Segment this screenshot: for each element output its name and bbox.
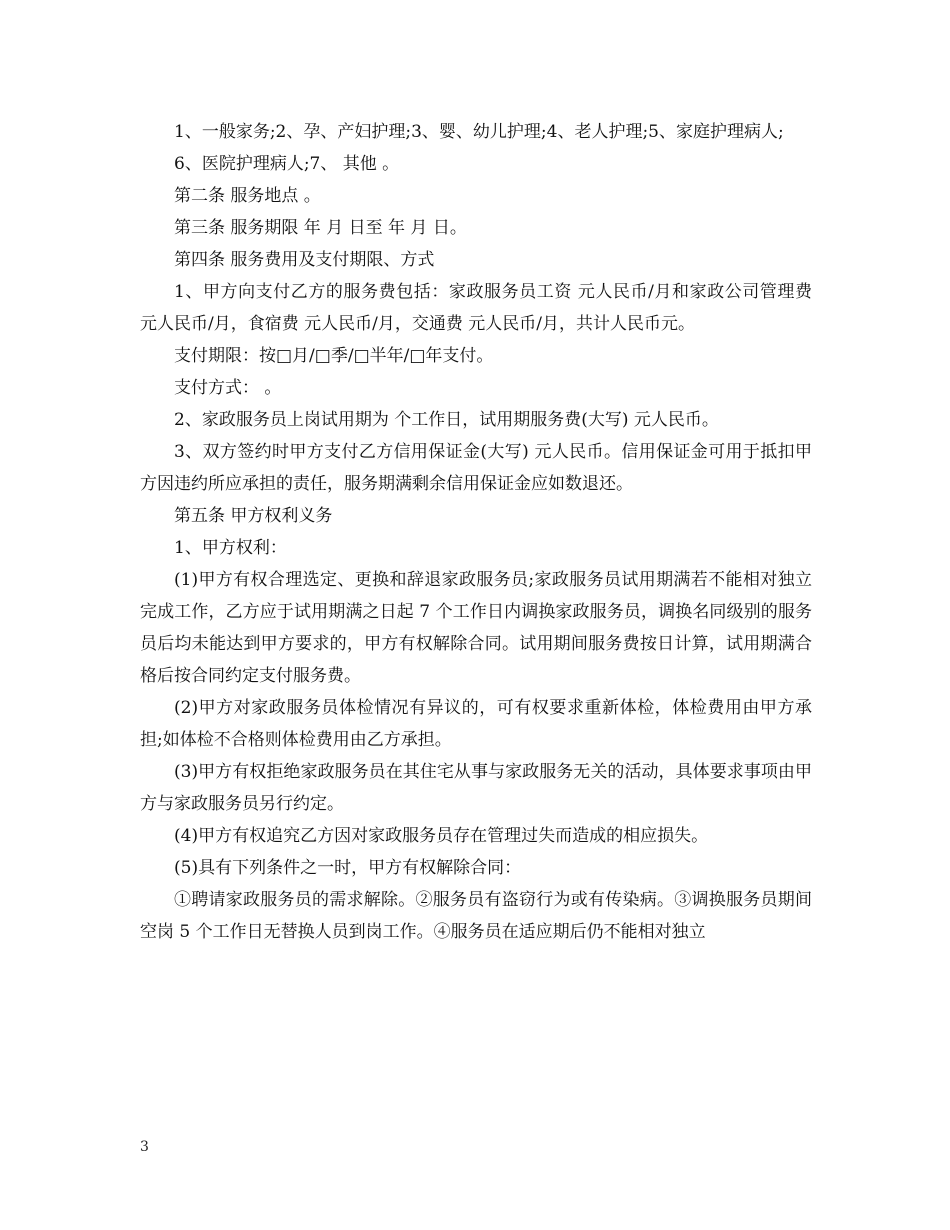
paragraph-service-types-continued: 6、医院护理病人;7、 其他 。 (174, 154, 400, 174)
termination-conditions: ①聘请家政服务员的需求解除。②服务员有盗窃行为或有传染病。③调换服务员期间空岗 5 个工作日无替换人员到岗工作。④服务员在适应期后仍不能相对独立 (140, 890, 812, 942)
article-4-heading: 第四条 服务费用及支付期限、方式 (174, 250, 435, 270)
article-2-service-location: 第二条 服务地点 。 (174, 186, 321, 206)
document-body (140, 116, 812, 948)
paragraph-payment-method: 支付方式： 。 (174, 378, 282, 398)
right-item-5: (5)具有下列条件之一时，甲方有权解除合同： (174, 858, 522, 878)
party-a-rights-heading: 1、甲方权利： (174, 538, 287, 558)
right-item-3: (3)甲方有权拒绝家政服务员在其住宅从事与家政服务无关的活动，具体要求事项由甲方与家政服务员另行约定。 (140, 762, 812, 814)
paragraph-service-fees: 1、甲方向支付乙方的服务费包括：家政服务员工资 元人民币/月和家政公司管理费 元人民币/月，食宿费 元人民币/月，交通费 元人民币/月，共计人民币元。 (140, 282, 812, 334)
right-item-1: (1)甲方有权合理选定、更换和辞退家政服务员;家政服务员试用期满若不能相对独立完成工作，乙方应于试用期满之日起 7 个工作日内调换家政服务员，调换名同级别的服务员后均未能达到甲方要求的，甲方有权解除合同。试用期间服务费按日计算，试用期满合格后按合同约定支付服务费。 (140, 570, 812, 686)
paragraph-trial-period: 2、家政服务员上岗试用期为 个工作日，试用期服务费(大写) 元人民币。 (174, 410, 719, 430)
article-5-heading: 第五条 甲方权利义务 (174, 506, 333, 526)
article-3-service-period: 第三条 服务期限 年 月 日至 年 月 日。 (174, 218, 467, 238)
right-item-4: (4)甲方有权追究乙方因对家政服务员存在管理过失而造成的相应损失。 (174, 826, 709, 846)
paragraph-deposit: 3、双方签约时甲方支付乙方信用保证金(大写) 元人民币。信用保证金可用于抵扣甲方因违约所应承担的责任，服务期满剩余信用保证金应如数退还。 (140, 442, 812, 494)
paragraph-service-types: 1、一般家务;2、孕、产妇护理;3、婴、幼儿护理;4、老人护理;5、家庭护理病人; (174, 122, 784, 142)
right-item-2: (2)甲方对家政服务员体检情况有异议的，可有权要求重新体检，体检费用由甲方承担;如体检不合格则体检费用由乙方承担。 (140, 698, 812, 750)
paragraph-payment-term: 支付期限：按□月/□季/□半年/□年支付。 (174, 346, 494, 366)
page-number: 3 (140, 1139, 149, 1155)
